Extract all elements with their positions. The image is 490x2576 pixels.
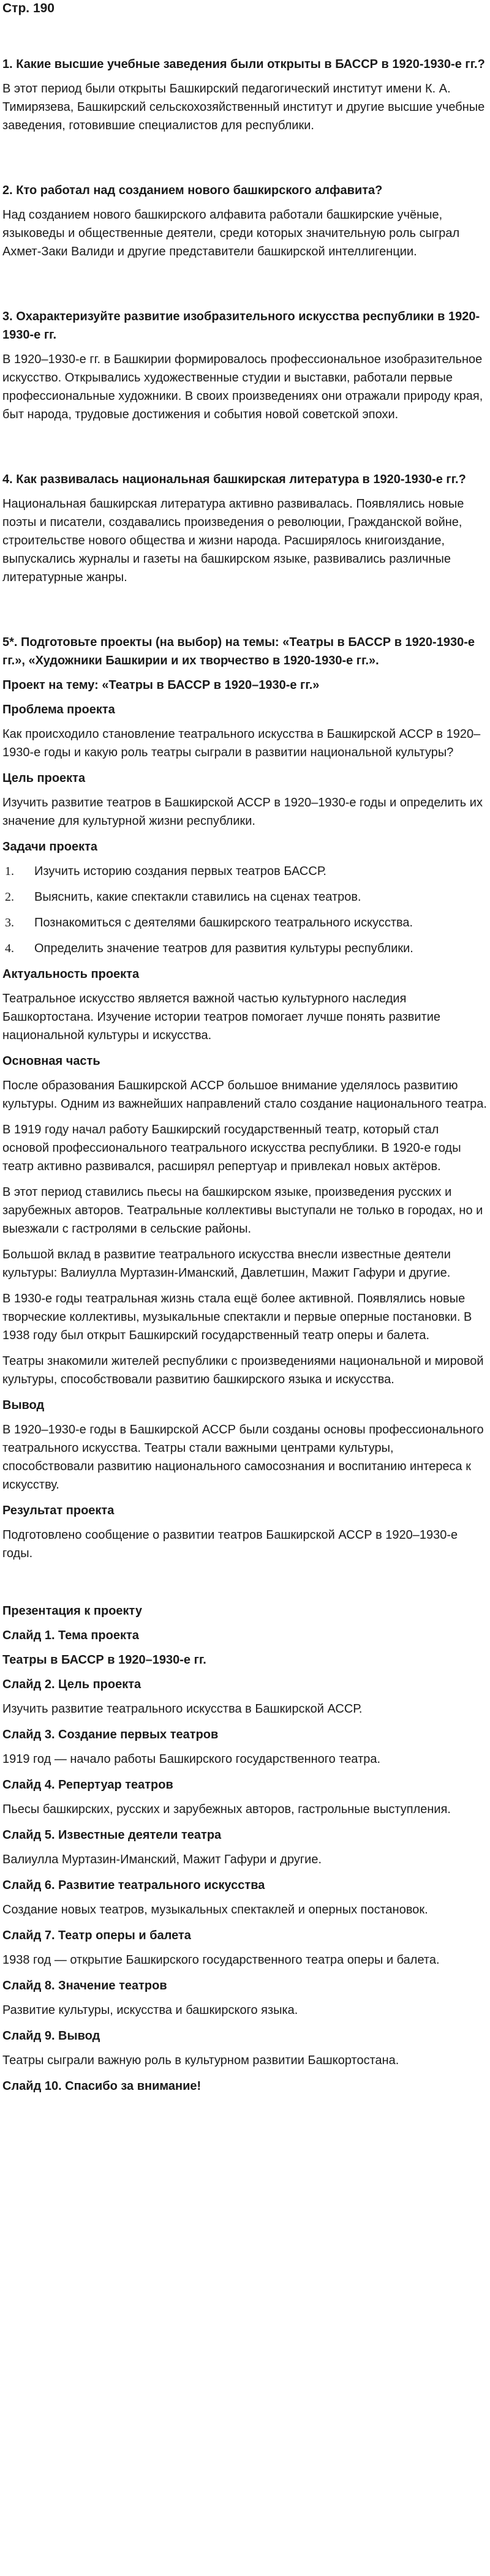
question-text: 4. Как развивалась национальная башкирская литература в 1920-1930-е гг.? (2, 473, 466, 486)
slide-title: Слайд 2. Цель проекта (2, 1678, 141, 1691)
presentation-section (2, 1602, 488, 2095)
slide-title: Слайд 8. Значение театров (2, 1979, 167, 1992)
task-item: 2. Выяснить, какие спектакли ставились на сценах театров. (17, 888, 488, 906)
main-paragraph: Большой вклад в развитие театрального искусства внесли известные деятели культуры: Валиулла Муртазин-Иманский, Давлетшин, Мажит Гафури и другие. (2, 1248, 451, 1280)
slide-title: Слайд 9. Вывод (2, 2029, 100, 2043)
question-text: 2. Кто работал над созданием нового башкирского алфавита? (2, 184, 383, 197)
slide-text: Валиулла Муртазин-Иманский, Мажит Гафури и другие. (2, 1853, 322, 1866)
main-paragraph: В этот период ставились пьесы на башкирском языке, произведения русских и зарубежных авторов. Театральные коллективы выступали не только в городах, но и выезжали с гастролями в сельские районы. (2, 1185, 483, 1236)
slide-text: 1919 год — начало работы Башкирского государственного театра. (2, 1752, 381, 1766)
project-task: 5*. Подготовьте проекты (на выбор) на темы: «Театры в БАССР в 1920-1930-е гг.», «Художники Башкирии и их творчество в 1920-1930-е гг.». (2, 636, 475, 667)
main-heading: Основная часть (2, 1054, 100, 1068)
slide-text: Театры сыграли важную роль в культурном развитии Башкортостана. (2, 2054, 399, 2067)
slide-title: Слайд 4. Репертуар театров (2, 1778, 173, 1792)
goal-text: Изучить развитие театров в Башкирской АССР в 1920–1930-е годы и определить их значение для культурной жизни республики. (2, 796, 483, 828)
goal-heading: Цель проекта (2, 772, 86, 785)
question-text: 1. Какие высшие учебные заведения были открыты в БАССР в 1920-1930-е гг.? (2, 58, 485, 71)
result-text: Подготовлено сообщение о развитии театров Башкирской АССР в 1920–1930-е годы. (2, 1528, 458, 1560)
question-block (2, 181, 488, 261)
question-block (2, 307, 488, 424)
project-topic: Проект на тему: «Театры в БАССР в 1920–1930-е гг.» (2, 678, 320, 692)
slide-title: Слайд 6. Развитие театрального искусства (2, 1879, 265, 1892)
tasks-list (2, 862, 488, 958)
relevance-text: Театральное искусство является важной частью культурного наследия Башкортостана. Изучение истории театров помогает лучше понять развитие национальной культуры и искусства. (2, 992, 441, 1042)
slide-text: 1938 год — открытие Башкирского государственного театра оперы и балета. (2, 1953, 440, 1967)
main-paragraph: В 1919 году начал работу Башкирский государственный театр, который стал основой профессионального театрального искусства республики. В 1920-е годы театр активно развивался, расширял репертуар и привлекал новых актёров. (2, 1123, 461, 1173)
main-paragraph: После образования Башкирской АССР большое внимание уделялось развитию культуры. Одним из важнейших направлений стало создание национального театра. (2, 1079, 487, 1111)
problem-heading: Проблема проекта (2, 703, 115, 716)
slide-title: Слайд 1. Тема проекта (2, 1629, 139, 1642)
main-paragraph: В 1930-е годы театральная жизнь стала ещё более активной. Появлялись новые творческие коллективы, музыкальные спектакли и первые оперные постановки. В 1938 году был открыт Башкирский государственный театр оперы и балета. (2, 1292, 472, 1342)
problem-text: Как происходило становление театрального искусства в Башкирской АССР в 1920–1930-е годы и какую роль театры сыграли в развитии национальной культуры? (2, 727, 481, 759)
slide-text: Театры в БАССР в 1920–1930-е гг. (2, 1653, 206, 1667)
task-item: 3. Познакомиться с деятелями башкирского театрального искусства. (17, 914, 488, 932)
project-section (2, 633, 488, 1563)
answer-text: В этот период были открыты Башкирский педагогический институт имени К. А. Тимирязева, Башкирский сельскохозяйственный институт и другие высшие учебные заведения, готовившие специалистов для республики. (2, 82, 485, 132)
questions-section (2, 55, 488, 587)
answer-text: В 1920–1930-е гг. в Башкирии формировалось профессиональное изобразительное искусство. Открывались художественные студии и выставки, работали первые профессиональные художники. В своих произведениях они отражали природу края, быт народа, трудовые достижения и события новой советской эпохи. (2, 353, 483, 421)
slide-title: Слайд 5. Известные деятели театра (2, 1828, 222, 1842)
page-number: Стр. 190 (2, 1, 55, 15)
question-block (2, 470, 488, 587)
presentation-heading: Презентация к проекту (2, 1604, 142, 1618)
tasks-heading: Задачи проекта (2, 840, 97, 854)
question-block (2, 55, 488, 135)
slide-text: Создание новых театров, музыкальных спектаклей и оперных постановок. (2, 1903, 428, 1917)
slide-title: Слайд 7. Театр оперы и балета (2, 1929, 191, 1942)
main-paragraph: Театры знакомили жителей республики с произведениями национальной и мировой культуры, способствовали развитию башкирского языка и искусства. (2, 1354, 484, 1386)
result-heading: Результат проекта (2, 1504, 115, 1517)
slide-title: Слайд 10. Спасибо за внимание! (2, 2079, 202, 2093)
task-item: 4. Определить значение театров для развития культуры республики. (17, 939, 488, 958)
task-item: 1. Изучить историю создания первых театров БАССР. (17, 862, 488, 881)
conclusion-text: В 1920–1930-е годы в Башкирской АССР были созданы основы профессионального театрального искусства. Театры стали важными центрами культуры, способствовали развитию национального самосознания и воспитанию интереса к искусству. (2, 1423, 484, 1492)
relevance-heading: Актуальность проекта (2, 967, 140, 981)
slide-text: Изучить развитие театрального искусства в Башкирской АССР. (2, 1702, 363, 1716)
slides-list (2, 1626, 488, 2095)
slide-text: Развитие культуры, искусства и башкирского языка. (2, 2003, 298, 2017)
question-text: 3. Охарактеризуйте развитие изобразительного искусства республики в 1920-1930-е гг. (2, 310, 480, 342)
answer-text: Национальная башкирская литература активно развивалась. Появлялись новые поэты и писатели, создавались произведения о революции, Гражданской войне, строительстве нового общества и жизни народа. Расширялось книгоиздание, выпускались журналы и газеты на башкирском языке, развивались различные литературные жанры. (2, 497, 464, 584)
answer-text: Над созданием нового башкирского алфавита работали башкирские учёные, языковеды и общественные деятели, среди которых значительную роль сыграл Ахмет-Заки Валиди и другие представители башкирской интеллигенции. (2, 208, 460, 258)
conclusion-heading: Вывод (2, 1399, 45, 1412)
slide-title: Слайд 3. Создание первых театров (2, 1728, 219, 1741)
slide-text: Пьесы башкирских, русских и зарубежных авторов, гастрольные выступления. (2, 1803, 451, 1816)
